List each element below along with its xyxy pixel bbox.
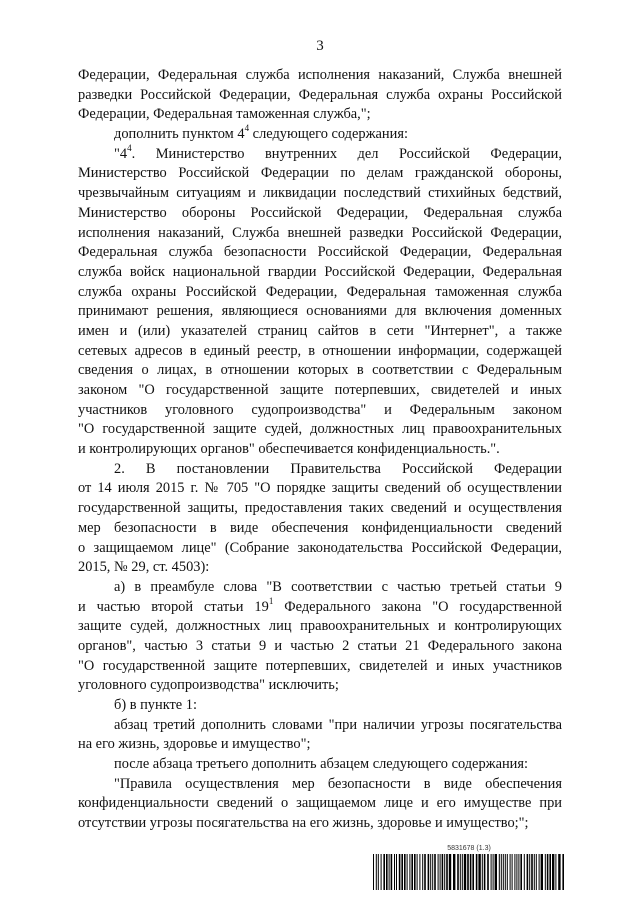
barcode-bars: [372, 854, 566, 890]
text-line: защите судей, должностных лиц правоохранительных и контролирующих: [78, 618, 562, 635]
page-number: 3: [316, 38, 324, 54]
text-line: отсутствии угрозы посягательства на его жизнь, здоровье и имущество;";: [78, 815, 529, 832]
barcode-label: 5831678 (1.3): [447, 845, 491, 852]
text-line: имен и (или) указателей страниц сайтов в сети "Интернет", а также: [78, 322, 562, 339]
text-line: "Правила осуществления мер безопасности в виде обеспечения: [114, 775, 562, 792]
text-line: и частью второй статьи $19^1$ Федерального закона "О государственной: [78, 595, 563, 615]
text-line: принимают решения, являющиеся основаниями для включения доменных: [78, 303, 562, 320]
text-line: уголовного судопроизводства" исключить;: [78, 677, 339, 694]
text-line: на его жизнь, здоровье и имущество";: [78, 736, 311, 753]
text-line: от 14 июля 2015 г. № 705 "О порядке защиты сведений об осуществлении: [78, 480, 562, 497]
text-line: Федерации, Федеральная служба исполнения наказаний, Служба внешней: [78, 67, 562, 83]
text-line: о защищаемом лице" (Собрание законодательства Российской Федерации,: [78, 539, 562, 556]
text-line: сведения о лицах, в отношении которых в соответствии с Федеральным: [78, 362, 562, 379]
text-line: конфиденциальности сведений о защищаемом лице и его имуществе при: [78, 795, 562, 812]
text-line: чрезвычайным ситуациям и ликвидации последствий стихийных бедствий,: [78, 185, 562, 202]
text-line: б) в пункте 1:: [114, 697, 197, 713]
text-line: служба войск национальной гвардии Российской Федерации, Федеральная: [78, 263, 562, 280]
text-line: "О государственной защите потерпевших, свидетелей и иных участников: [78, 657, 562, 674]
text-line: Министерство обороны Российской Федерации, Федеральная служба: [78, 204, 562, 221]
text-line: исполнения наказаний, Служба внешней разведки Российской Федерации,: [78, 224, 562, 241]
text-line: 2. В постановлении Правительства Российской Федерации: [114, 460, 562, 477]
text-line: сетевых адресов в единый реестр, в отношении информации, содержащей: [78, 342, 562, 359]
text-line: Федерации, Федеральная таможенная служба,";: [78, 106, 371, 123]
text-line: участников уголовного судопроизводства" и Федеральным законом: [78, 401, 562, 418]
text-line: а) в преамбуле слова "В соответствии с частью третьей статьи 9: [114, 578, 562, 595]
text-line: "$4^4$. Министерство внутренних дел Российской Федерации,: [114, 142, 562, 162]
text-line: мер безопасности в виде обеспечения конфиденциальности сведений: [78, 519, 562, 536]
text-line: Федеральная служба безопасности Российской Федерации, Федеральная: [78, 244, 562, 261]
text-line: Министерство Российской Федерации по делам гражданской обороны,: [78, 165, 562, 182]
text-line: и контролирующих органов" обеспечивается конфиденциальность.".: [78, 441, 500, 458]
text-line: служба охраны Российской Федерации, Федеральная таможенная служба: [78, 283, 562, 300]
text-line: после абзаца третьего дополнить абзацем следующего содержания:: [114, 756, 528, 773]
text-line: органов", частью 3 статьи 9 и частью 2 статьи 21 Федерального закона: [78, 637, 562, 654]
text-line: разведки Российской Федерации, Федеральная служба охраны Российской: [78, 86, 562, 103]
barcode: [372, 845, 566, 893]
text-line: абзац третий дополнить словами "при наличии угрозы посягательства: [114, 716, 562, 733]
text-line: 2015, № 29, ст. 4503):: [78, 559, 210, 576]
text-line: государственной защиты, предоставления таких сведений и осуществления: [78, 500, 562, 517]
text-line: законом "О государственной защите потерпевших, свидетелей и иных: [78, 382, 562, 398]
text-line: дополнить пунктом $4^4$ следующего содержания:: [114, 123, 408, 143]
text-line: "О государственной защите судей, должностных лиц правоохранительных: [78, 421, 562, 438]
document-body: [78, 66, 562, 834]
